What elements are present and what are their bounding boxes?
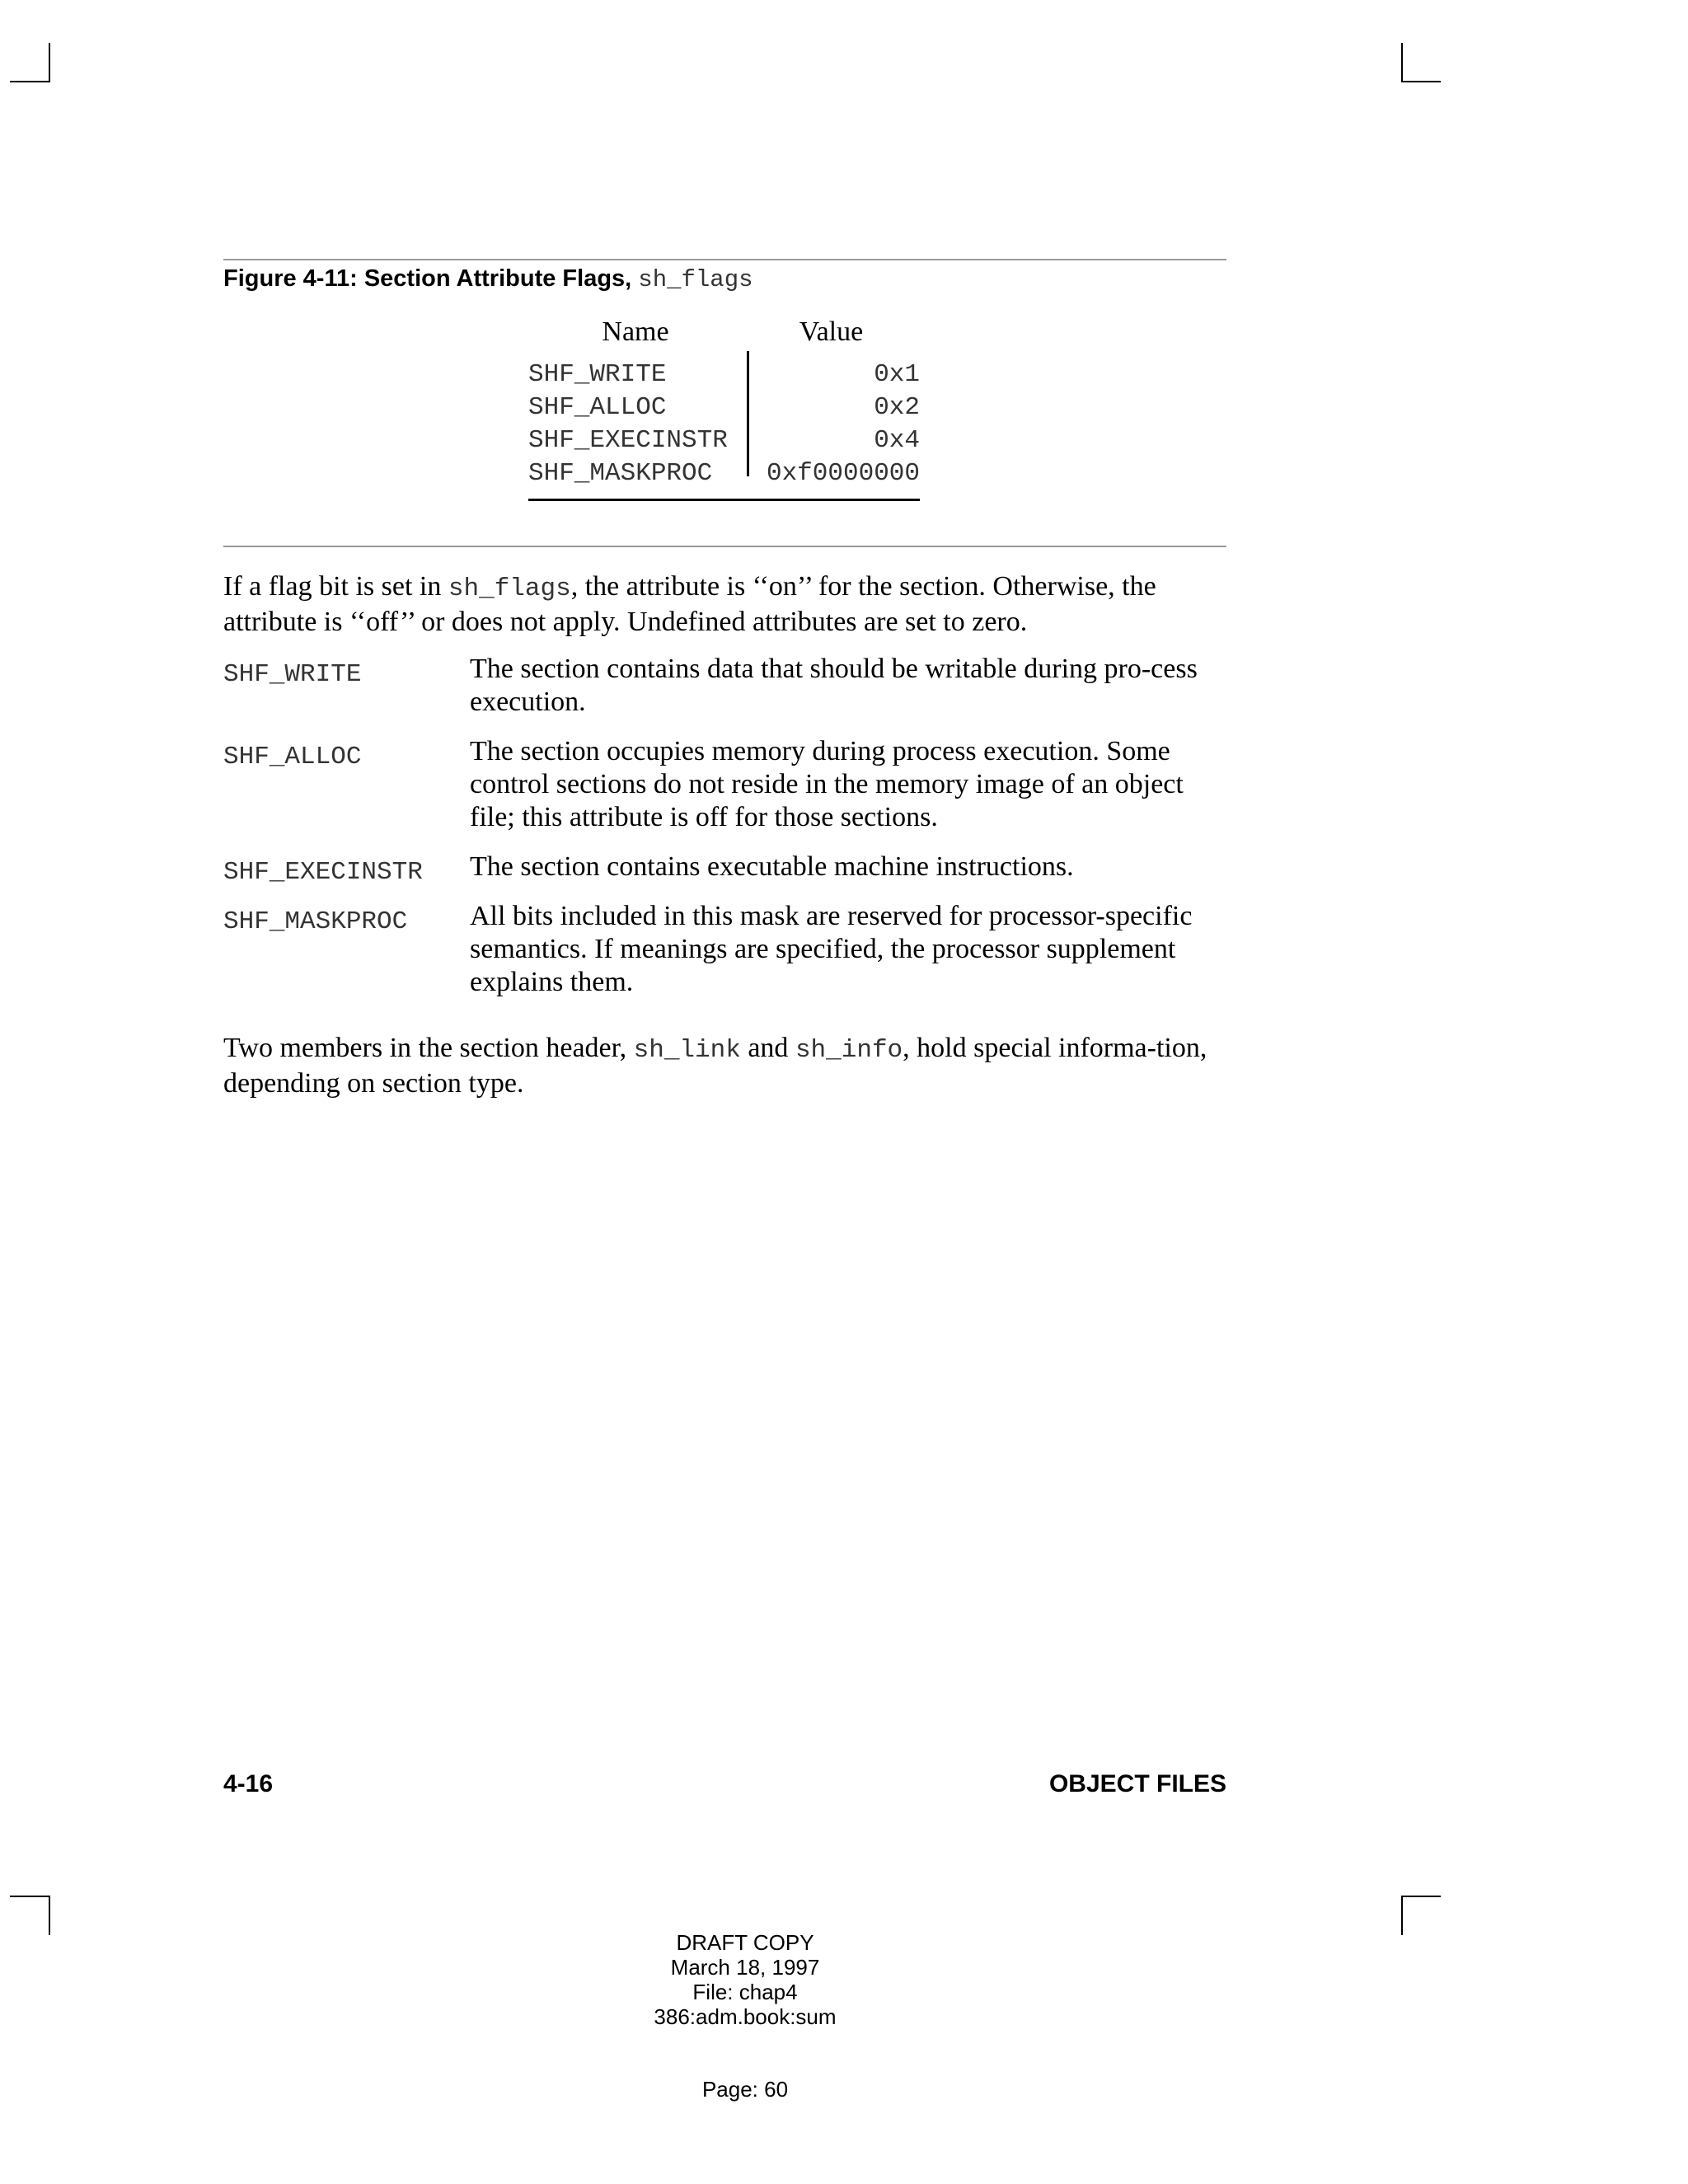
figure-caption [223,265,753,293]
intro-code: sh_flags [448,574,571,603]
cell-value: 0x1 [874,360,920,389]
stamp-line: March 18, 1997 [670,1955,820,1980]
stamp-page: Page: 60 [701,2077,789,2102]
column-header-value: Value [799,316,864,347]
chapter-title: OBJECT FILES [1048,1770,1226,1797]
definition-term: SHF_MASKPROC [223,907,408,936]
figure-caption-code: sh_flags [638,266,753,293]
intro-paragraph [223,570,1226,639]
table-bottom-rule [528,499,920,501]
stamp-line: DRAFT COPY [676,1930,814,1955]
table-row [528,424,920,457]
cell-name: SHF_ALLOC [528,393,667,422]
table-row [528,358,920,391]
definition-term: SHF_ALLOC [223,743,362,771]
cell-name: SHF_EXECINSTR [528,426,728,455]
crop-mark-bottom-left [10,1896,49,1897]
crop-mark-top-left [10,81,49,82]
crop-mark-top-right [1401,81,1441,82]
stamp-line: File: chap4 [692,1980,798,2004]
closing-code-2: sh_info [795,1036,903,1065]
crop-mark-top-right [1401,43,1403,82]
table-header [528,312,920,358]
definition-description: The section occupies memory during process execution. Some control sections do not reside in the memory image of an object file; this attribute is off for those sections. [470,736,1184,832]
crop-mark-bottom-right [1401,1896,1403,1935]
figure-bottom-rule [223,546,1226,547]
closing-text-1: Two members in the section header, [223,1033,634,1063]
page-number-label: 4-16 [223,1770,274,1797]
closing-code-1: sh_link [633,1036,741,1065]
crop-mark-bottom-left [49,1896,50,1935]
closing-text-2: and [740,1033,795,1063]
figure-top-rule [223,259,1226,260]
definition-description: The section contains data that should be writable during pro-cess execution. [470,654,1198,717]
cell-name: SHF_WRITE [528,360,667,389]
table-row [528,391,920,424]
table-row [528,457,920,490]
definition-term: SHF_EXECINSTR [223,858,423,887]
draft-stamp [580,1930,910,2029]
flags-table [528,312,920,493]
crop-mark-top-left [49,43,50,82]
cell-value: 0xf0000000 [766,459,920,488]
definition-description: All bits included in this mask are reserved for processor-specific semantics. If meanings are specified, the processor supplement explains them. [470,901,1193,997]
table-body [528,358,920,493]
closing-paragraph [223,1032,1226,1100]
column-header-name: Name [602,316,669,347]
cell-value: 0x2 [874,393,920,422]
crop-mark-bottom-right [1401,1896,1441,1897]
cell-name: SHF_MASKPROC [528,459,713,488]
cell-value: 0x4 [874,426,920,455]
intro-text-2: , the attribute is ‘‘on’’ for the section. Otherwise, the attribute is ‘‘off’’ or does not apply. Undefined attributes are set to zero. [223,571,1156,637]
closing-text-3: , hold special informa-tion, depending on section type. [223,1033,1207,1099]
figure-caption-label: Figure 4-11: Section Attribute Flags, [223,265,632,292]
definition-term: SHF_WRITE [223,660,362,689]
definition-description: The section contains executable machine instructions. [470,851,1074,882]
stamp-line: 386:adm.book:sum [654,2004,837,2029]
intro-text-1: If a flag bit is set in [223,571,448,602]
